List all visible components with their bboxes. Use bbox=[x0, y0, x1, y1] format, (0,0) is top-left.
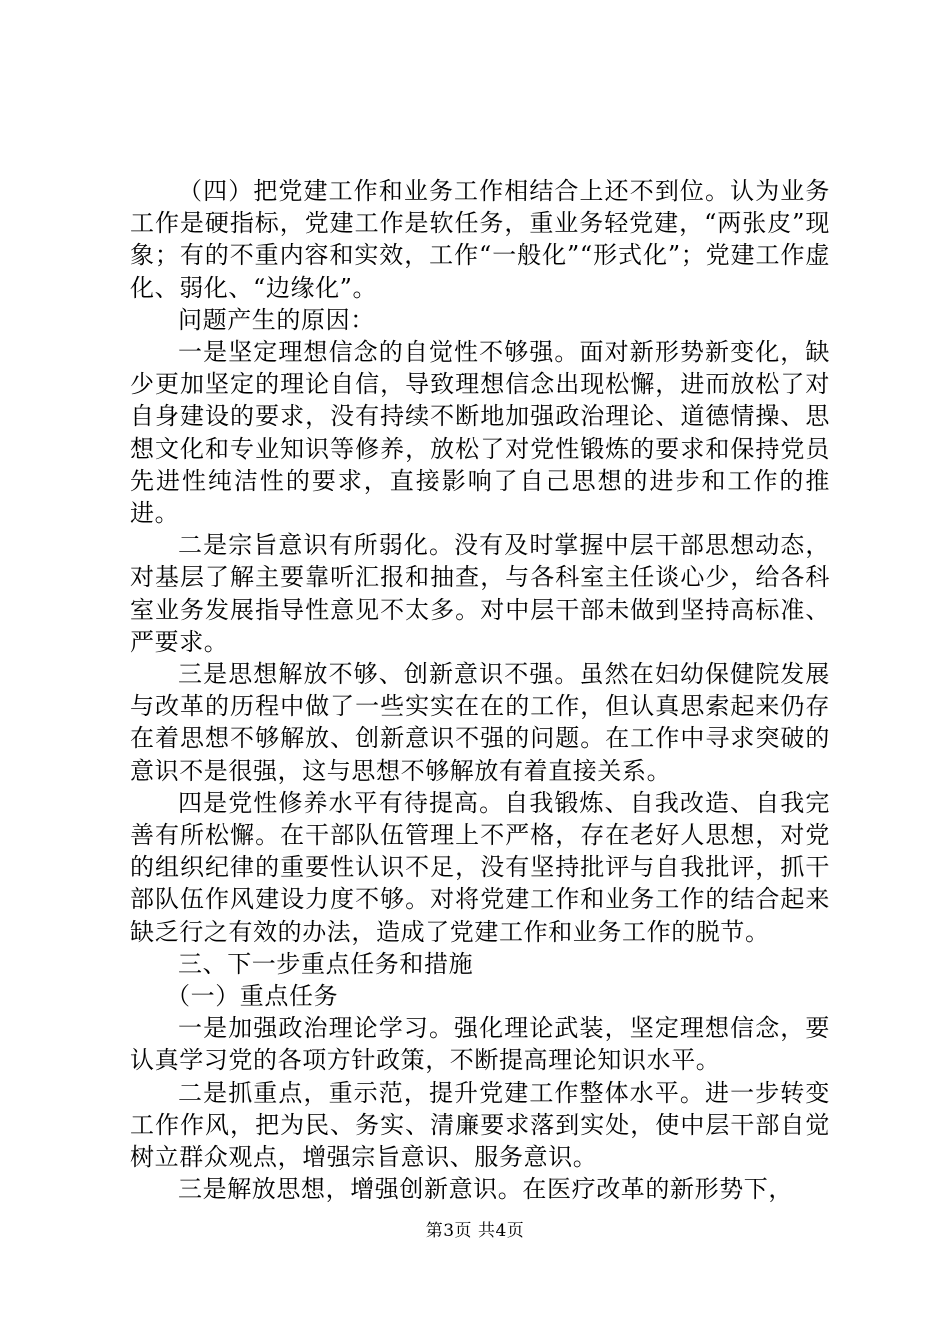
paragraph-cause-4: 四是党性修养水平有待提高。自我锻炼、自我改造、自我完善有所松懈。在干部队伍管理上不严格，存在老好人思想，对党的组织纪律的重要性认识不足，没有坚持批评与自我批评，抓干部队伍作风建设力度不够。对将党建工作和业务工作的结合起来缺乏行之有效的办法，造成了党建工作和业务工作的脱节。 bbox=[130, 788, 830, 946]
paragraph-party-building-integration: （四）把党建工作和业务工作相结合上还不到位。认为业务工作是硬指标，党建工作是软任务，重业务轻党建，“两张皮”现象；有的不重内容和实效，工作“一般化”“形式化”；党建工作虚化、弱化、“边缘化”。 bbox=[130, 177, 830, 302]
page-number-footer: 第3页 共4页 bbox=[425, 1221, 525, 1241]
document-body bbox=[130, 175, 830, 1206]
paragraph-cause-1: 一是坚定理想信念的自觉性不够强。面对新形势新变化，缺少更加坚定的理论自信，导致理想信念出现松懈，进而放松了对自身建设的要求，没有持续不断地加强政治理论、道德情操、思想文化和专业知识等修养，放松了对党性锻炼的要求和保持党员先进性纯洁性的要求，直接影响了自己思想的进步和工作的推进。 bbox=[130, 338, 830, 528]
subsection-heading-key-tasks: （一）重点任务 bbox=[166, 982, 339, 1011]
paragraph-cause-2: 二是宗旨意识有所弱化。没有及时掌握中层干部思想动态，对基层了解主要靠听汇报和抽查，与各科室主任谈心少，给各科室业务发展指导性意见不太多。对中层干部未做到坚持高标准、严要求。 bbox=[130, 531, 830, 656]
paragraph-task-3: 三是解放思想，增强创新意识。在医疗改革的新形势下， bbox=[178, 1175, 793, 1204]
paragraph-causes-heading: 问题产生的原因： bbox=[178, 305, 375, 334]
paragraph-task-2: 二是抓重点，重示范，提升党建工作整体水平。进一步转变工作作风，把为民、务实、清廉要求落到实处，使中层干部自觉树立群众观点，增强宗旨意识、服务意识。 bbox=[130, 1078, 830, 1172]
paragraph-task-1: 一是加强政治理论学习。强化理论武装，坚定理想信念，要认真学习党的各项方针政策，不断提高理论知识水平。 bbox=[130, 1014, 830, 1075]
section-heading-next-steps: 三、下一步重点任务和措施 bbox=[178, 949, 474, 978]
paragraph-cause-3: 三是思想解放不够、创新意识不强。虽然在妇幼保健院发展与改革的历程中做了一些实实在在的工作，但认真思索起来仍存在着思想不够解放、创新意识不强的问题。在工作中寻求突破的意识不是很强，这与思想不够解放有着直接关系。 bbox=[130, 660, 830, 785]
